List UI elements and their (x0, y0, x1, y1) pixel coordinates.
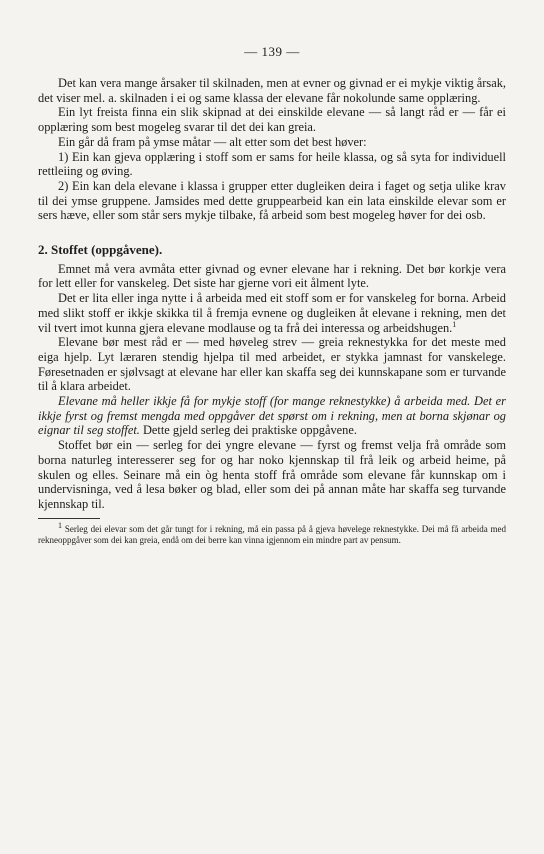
page-number: — 139 — (244, 44, 300, 59)
paragraph: 1) Ein kan gjeva opplæring i stoff som er sams for heile klassa, og så syta for individuell rettleiing og øving. (38, 149, 506, 179)
footnote-text: Serleg dei elevar som det går tungt for i rekning, må ein passa på å gjeva høvelege reknestykke. Dei må få arbeida med rekneoppgåver som dei kan greia, endå om dei berre kan vinna igjennom ein mindre part av pensum. (38, 523, 506, 545)
paragraph: Ein går då fram på ymse måtar — alt etter som det best høver: (58, 134, 367, 149)
italic-passage: Elevane må heller ikkje få for mykje stoff (for mange reknestykke) å arbeida med. Det er ikkje fyrst og fremst mengda med oppgåver det spørst om i rekning, men at borna skjønar og eignar til seg stoffet. (38, 394, 506, 438)
paragraph: 2) Ein kan dela elevane i klassa i grupper etter dugleiken deira i faget og setja ulike krav til dei ymse gruppene. Jamsides med dette gruppearbeid kan ein lata einskilde elevar som er sers hæve, eller som står sers mykje tilbake, få arbeid som best mogeleg høver for dei osb. (38, 178, 506, 223)
paragraph-with-footnote (38, 291, 506, 335)
footnote-number: 1 (58, 520, 62, 530)
paragraph: Elevane bør mest råd er — med høveleg strev — greia reknestykka for det meste med eiga hjelp. Lyt læraren stendig hjelpa til med arbeidet, er stykka jamnast for vanskelege. Føresetnaden er sjølvsagt at elevane har eller kan skaffa seg dei kunnskapane som er turvande til å klara arbeidet. (38, 335, 506, 394)
paragraph-text: Det er lita eller inga nytte i å arbeida med eit stoff som er for vanskeleg for borna. Arbeid med slikt stoff er ikkje skikka til å fremja evnene og dugleiken åt elevane i rekning, men det vil tvert imot kunna gjera elevane modlause og ta frå dei interessa og arbeidshugen. (38, 291, 506, 335)
footnote (38, 520, 506, 546)
paragraph: Stoffet bør ein — serleg for dei yngre elevane — fyrst og fremst velja frå område som borna naturleg interesserer seg for og har noko kjennskap til frå leik og arbeid heime, på skulen og elles. Seinare må ein òg henta stoff frå område som elevane får kunnskap om i undervisninga, ved å lesa bøker og blad, eller som dei på annan måte har skaffa seg turvande kjennskap til. (38, 438, 506, 511)
paragraph-italic (38, 394, 506, 438)
paragraph: Emnet må vera avmåta etter givnad og evner elevane har i rekning. Det bør korkje vera for lett eller for vanskeleg. Det siste har gjerne vori eit ålment lyte. (38, 261, 506, 291)
paragraph: Det kan vera mange årsaker til skilnaden, men at evner og givnad er ei mykje viktig årsak, det viser mel. a. skilnaden i ei og same klassa der elevane får nokolunde same opplæring. (38, 76, 506, 105)
section-heading: 2. Stoffet (oppgåvene). (38, 242, 163, 258)
paragraph-tail: Dette gjeld serleg dei praktiske oppgåvene. (139, 423, 357, 438)
page-body (38, 76, 506, 546)
paragraph: Ein lyt freista finna ein slik skipnad at dei einskilde elevane — så langt råd er — får ei opplæring som best mogeleg svarar til det dei kan greia. (38, 105, 506, 135)
footnote-divider (38, 518, 100, 519)
footnote-reference: 1 (452, 319, 457, 329)
